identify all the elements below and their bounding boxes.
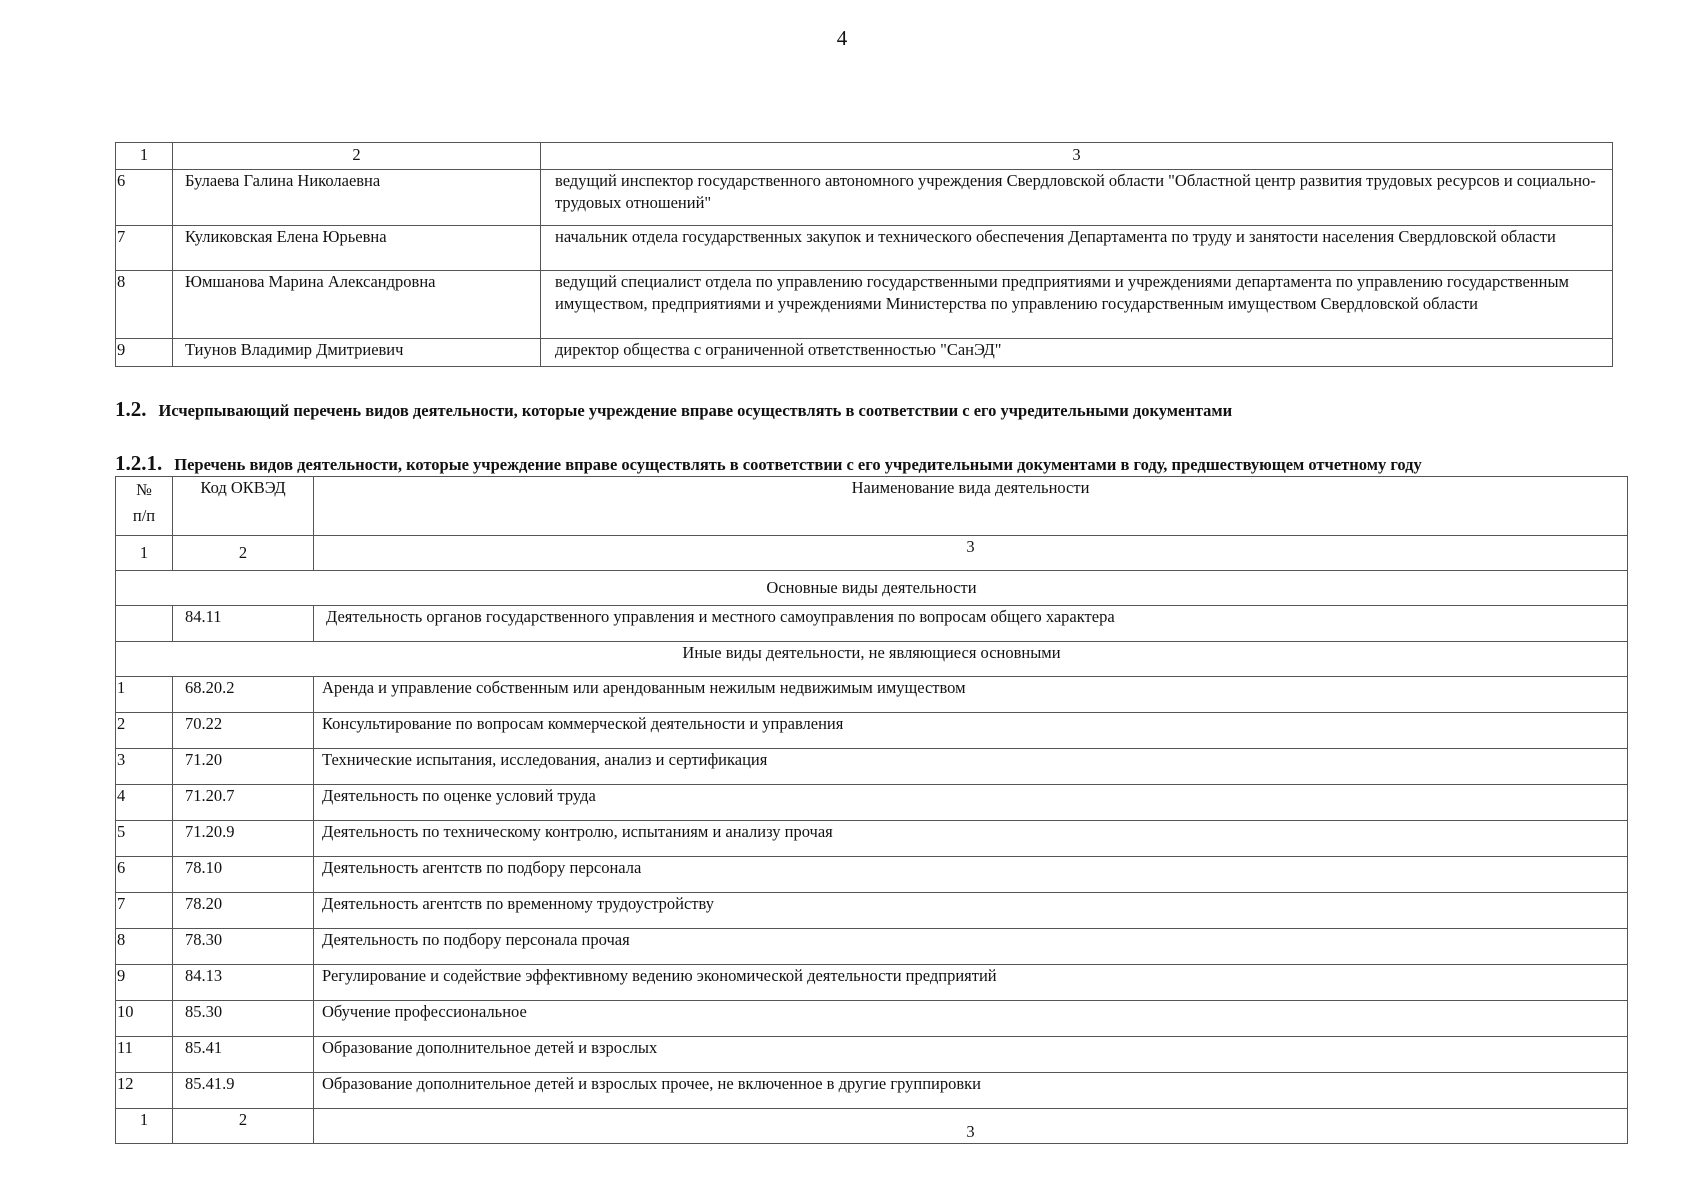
okved-code: 84.13 [173,965,314,1001]
header-num-line1: № [136,480,152,499]
activity-name: Образование дополнительное детей и взрослых прочее, не включенное в другие группировки [314,1073,1628,1109]
column-number: 3 [541,143,1613,170]
header-num [116,477,173,536]
group-label: Иные виды деятельности, не являющиеся основными [116,642,1628,677]
table-row [116,170,1613,226]
column-number: 1 [116,143,173,170]
section-heading-1-2 [115,397,1232,422]
table-column-numbers-row [116,536,1628,571]
row-number: 10 [116,1001,173,1037]
activity-name: Деятельность по подбору персонала прочая [314,929,1628,965]
okved-code: 71.20.9 [173,821,314,857]
activity-name: Технические испытания, исследования, анализ и сертификация [314,749,1628,785]
section-heading-1-2-1 [115,451,1422,476]
group-row-other [116,642,1628,677]
section-title: Исчерпывающий перечень видов деятельности, которые учреждение вправе осуществлять в соответствии с его учредительными документами [158,401,1233,420]
column-number: 2 [173,1109,314,1144]
row-number: 6 [116,857,173,893]
row-number: 4 [116,785,173,821]
column-number: 2 [173,143,541,170]
row-number: 8 [116,271,173,339]
header-activity-name: Наименование вида деятельности [314,477,1628,536]
row-number: 9 [116,339,173,367]
activity-name: Аренда и управление собственным или арендованным нежилым недвижимым имуществом [314,677,1628,713]
okved-code: 70.22 [173,713,314,749]
member-position: начальник отдела государственных закупок и технического обеспечения Департамента по труду и занятости населения Свердловской области [541,226,1613,271]
column-number: 2 [173,536,314,571]
member-position: ведущий специалист отдела по управлению государственными предприятиями и учреждениями департамента по управлению государственным имуществом, предприятиями и учреждениями Министерства по управлению государственным имуществом Свердловской области [541,271,1613,339]
row-number: 6 [116,170,173,226]
table-row [116,749,1628,785]
member-name: Куликовская Елена Юрьевна [173,226,541,271]
column-number: 1 [116,1109,173,1144]
activity-name: Консультирование по вопросам коммерческой деятельности и управления [314,713,1628,749]
row-number [116,606,173,642]
table-row [116,271,1613,339]
table-row [116,821,1628,857]
member-name: Тиунов Владимир Дмитриевич [173,339,541,367]
header-code: Код ОКВЭД [173,477,314,536]
table-row [116,857,1628,893]
table-header-row [116,477,1628,536]
column-number: 3 [314,1109,1628,1144]
okved-code: 71.20.7 [173,785,314,821]
table-footer-numbers-row [116,1109,1628,1144]
okved-code: 85.30 [173,1001,314,1037]
activity-name: Обучение профессиональное [314,1001,1628,1037]
row-number: 7 [116,226,173,271]
group-row-main [116,571,1628,606]
row-number: 11 [116,1037,173,1073]
activity-name: Деятельность агентств по временному трудоустройству [314,893,1628,929]
table-row [116,226,1613,271]
activity-name: Деятельность органов государственного управления и местного самоуправления по вопросам общего характера [314,606,1628,642]
group-label: Основные виды деятельности [116,571,1628,606]
activity-name: Деятельность агентств по подбору персонала [314,857,1628,893]
column-number: 1 [116,536,173,571]
table-row [116,606,1628,642]
table-row [116,339,1613,367]
table-row [116,1037,1628,1073]
row-number: 2 [116,713,173,749]
okved-code: 68.20.2 [173,677,314,713]
okved-code: 71.20 [173,749,314,785]
row-number: 3 [116,749,173,785]
table-row [116,893,1628,929]
okved-code: 78.10 [173,857,314,893]
table-row [116,677,1628,713]
table-row [116,785,1628,821]
commission-members-table [115,142,1613,367]
member-name: Юмшанова Марина Александровна [173,271,541,339]
section-title: Перечень видов деятельности, которые учреждение вправе осуществлять в соответствии с его учредительными документами в году, предшествующем отчетному году [174,455,1422,474]
row-number: 8 [116,929,173,965]
table-row [116,929,1628,965]
okved-code: 84.11 [173,606,314,642]
activity-name: Образование дополнительное детей и взрослых [314,1037,1628,1073]
activity-name: Деятельность по техническому контролю, испытаниям и анализу прочая [314,821,1628,857]
row-number: 1 [116,677,173,713]
row-number: 9 [116,965,173,1001]
activity-name: Регулирование и содействие эффективному ведению экономической деятельности предприятий [314,965,1628,1001]
row-number: 12 [116,1073,173,1109]
table-row [116,713,1628,749]
row-number: 5 [116,821,173,857]
member-position: ведущий инспектор государственного автономного учреждения Свердловской области "Областной центр развития трудовых ресурсов и социально-трудовых отношений" [541,170,1613,226]
column-number: 3 [314,536,1628,571]
okved-code: 85.41.9 [173,1073,314,1109]
okved-code: 78.30 [173,929,314,965]
member-name: Булаева Галина Николаевна [173,170,541,226]
table-column-numbers-row [116,143,1613,170]
table-row [116,1001,1628,1037]
page-number: 4 [836,26,848,50]
header-num-line2: п/п [132,506,156,525]
activity-name: Деятельность по оценке условий труда [314,785,1628,821]
okved-code: 85.41 [173,1037,314,1073]
row-number: 7 [116,893,173,929]
table-row [116,965,1628,1001]
activities-table [115,476,1628,1144]
section-number: 1.2. [115,397,147,421]
section-number: 1.2.1. [115,451,163,475]
table-row [116,1073,1628,1109]
okved-code: 78.20 [173,893,314,929]
member-position: директор общества с ограниченной ответственностью "СанЭД" [541,339,1613,367]
